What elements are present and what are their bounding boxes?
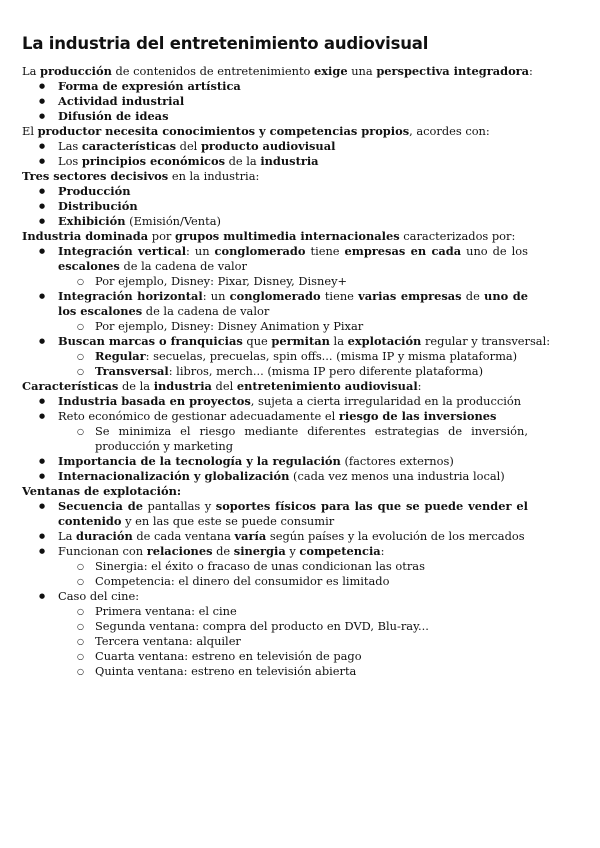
bullet-item	[22, 664, 528, 679]
bold-text: Industria dominada	[22, 229, 149, 243]
bold-text: Integración vertical	[58, 244, 187, 258]
bold-text: Integración horizontal	[58, 289, 203, 303]
bold-text: exige	[314, 64, 348, 78]
text-segment: Las	[58, 139, 82, 153]
bullet-item	[22, 274, 528, 289]
bullet-item	[22, 154, 528, 169]
bold-text: Buscan marcas o franquicias	[58, 334, 243, 348]
bullet-item	[22, 454, 528, 469]
paragraph-line	[22, 379, 528, 394]
bullet-item	[22, 589, 528, 604]
bullet-item	[22, 409, 528, 424]
paragraph-line	[22, 169, 528, 184]
document-body	[22, 64, 551, 679]
text-segment: de cada ventana	[132, 529, 235, 543]
bold-text: Importancia de la tecnología y la regulación	[58, 454, 341, 468]
text-segment: regular y transversal:	[421, 334, 551, 348]
bullet-item	[22, 199, 528, 214]
bold-text: Características	[22, 379, 119, 393]
bullet-item	[22, 349, 528, 364]
bullet-item	[22, 649, 528, 664]
text-segment: Sinergia: el éxito o fracaso de unas condicionan las otras	[95, 559, 425, 573]
text-segment: : un	[202, 289, 230, 303]
bullet-item	[22, 94, 528, 109]
bullet-item	[22, 529, 528, 544]
paragraph-line	[22, 124, 528, 139]
bullet-item	[22, 604, 528, 619]
bold-text: soportes físicos para las que se puede vender el contenido	[58, 499, 528, 528]
bold-text: principios económicos	[81, 154, 225, 168]
bold-text: Transversal	[95, 364, 169, 378]
text-segment: :	[529, 64, 533, 78]
text-segment: pantallas y	[142, 499, 216, 513]
text-segment: (factores externos)	[340, 454, 454, 468]
text-segment: Caso del cine:	[58, 589, 140, 603]
bold-text: competencia	[299, 544, 381, 558]
text-segment: uno de los	[461, 244, 529, 258]
bold-text: industria	[153, 379, 212, 393]
bold-text: Secuencia de	[58, 499, 143, 513]
bold-text: Actividad industrial	[58, 94, 185, 108]
bullet-item	[22, 184, 528, 199]
bold-text: Industria basada en proyectos	[58, 394, 251, 408]
bullet-item	[22, 574, 528, 589]
bold-text: Producción	[58, 184, 131, 198]
bold-text: industria	[260, 154, 319, 168]
text-segment: de	[212, 544, 234, 558]
text-segment: de la	[224, 154, 261, 168]
bullet-item	[22, 619, 528, 634]
text-segment: Cuarta ventana: estreno en televisión de pago	[95, 649, 362, 663]
bold-text: relaciones	[146, 544, 213, 558]
text-segment: Competencia: el dinero del consumidor es limitado	[95, 574, 390, 588]
bullet-item	[22, 289, 528, 319]
bullet-item	[22, 319, 528, 334]
text-segment: Por ejemplo, Disney: Pixar, Disney, Disney+	[95, 274, 348, 288]
bold-text: sinergia	[233, 544, 286, 558]
bold-text: Tres sectores decisivos	[22, 169, 169, 183]
bullet-item	[22, 424, 528, 454]
bold-text: grupos multimedia internacionales	[175, 229, 400, 243]
bold-text: producto audiovisual	[200, 139, 336, 153]
text-segment: El	[22, 124, 38, 138]
paragraph-line	[22, 64, 533, 79]
text-segment: una	[347, 64, 377, 78]
text-segment: según países y la evolución de los mercados	[266, 529, 525, 543]
bold-text: productor necesita conocimientos y competencias propios	[37, 124, 410, 138]
bullet-item	[22, 79, 528, 94]
bullet-item	[22, 214, 528, 229]
text-segment: Funcionan con	[58, 544, 147, 558]
bullet-item	[22, 394, 528, 409]
paragraph-line	[22, 484, 528, 499]
text-segment: :	[417, 379, 422, 393]
text-segment: Se minimiza el riesgo mediante diferentes estrategias de inversión, producción y marketing	[95, 424, 528, 453]
bullet-item	[22, 559, 528, 574]
bold-text: escalones	[58, 259, 120, 273]
text-segment: en la industria:	[168, 169, 260, 183]
bold-text: Distribución	[58, 199, 138, 213]
bullet-item	[22, 544, 528, 559]
text-segment: que	[242, 334, 272, 348]
text-segment: : libros, merch... (misma IP pero diferente plataforma)	[168, 364, 484, 378]
text-segment: Tercera ventana: alquiler	[95, 634, 241, 648]
text-segment: :	[380, 544, 385, 558]
text-segment: , sujeta a cierta irregularidad en la producción	[250, 394, 522, 408]
text-segment: tiene	[320, 289, 359, 303]
bold-text: duración	[75, 529, 133, 543]
text-segment: tiene	[305, 244, 345, 258]
paragraph-line	[22, 229, 528, 244]
text-segment: : secuelas, precuelas, spin offs... (misma IP y misma plataforma)	[145, 349, 518, 363]
bullet-item	[22, 139, 528, 154]
bold-text: empresas en cada	[344, 244, 462, 258]
text-segment: de	[461, 289, 485, 303]
bold-text: conglomerado	[214, 244, 306, 258]
text-segment: La	[22, 64, 40, 78]
bullet-item	[22, 364, 528, 379]
bullet-item	[22, 499, 528, 529]
text-segment: (cada vez menos una industria local)	[289, 469, 505, 483]
bullet-item	[22, 634, 528, 649]
text-segment: Segunda ventana: compra del producto en DVD, Blu-ray...	[95, 619, 429, 633]
bold-text: producción	[39, 64, 112, 78]
text-segment: del	[211, 379, 237, 393]
text-segment: de la	[118, 379, 154, 393]
bold-text: perspectiva integradora	[376, 64, 530, 78]
text-segment: Los	[58, 154, 82, 168]
text-segment: La	[58, 529, 76, 543]
bullet-item	[22, 109, 528, 124]
text-segment: de contenidos de entretenimiento	[111, 64, 315, 78]
bold-text: varía	[234, 529, 267, 543]
bullet-item	[22, 244, 528, 274]
bold-text: Forma de expresión artística	[58, 79, 241, 93]
text-segment: y	[285, 544, 300, 558]
text-segment: (Emisión/Venta)	[125, 214, 221, 228]
text-segment: : un	[186, 244, 215, 258]
text-segment: Por ejemplo, Disney: Disney Animation y Pixar	[95, 319, 364, 333]
bold-text: Regular	[95, 349, 146, 363]
bold-text: Internacionalización y globalización	[58, 469, 290, 483]
text-segment: de la cadena de valor	[142, 304, 270, 318]
text-segment: Quinta ventana: estreno en televisión abierta	[95, 664, 357, 678]
bold-text: conglomerado	[229, 289, 321, 303]
text-segment: por	[148, 229, 175, 243]
bold-text: permitan	[271, 334, 330, 348]
text-segment: y en las que este se puede consumir	[121, 514, 335, 528]
text-segment: del	[176, 139, 201, 153]
document-page	[22, 34, 551, 679]
bullet-item	[22, 469, 528, 484]
bold-text: riesgo de las inversiones	[338, 409, 497, 423]
text-segment: , acordes con:	[409, 124, 490, 138]
bold-text: características	[81, 139, 177, 153]
text-segment: Reto económico de gestionar adecuadamente el	[58, 409, 339, 423]
bold-text: Ventanas de explotación:	[22, 484, 182, 498]
bold-text: explotación	[347, 334, 422, 348]
page-title: La industria del entretenimiento audiovisual	[22, 34, 429, 53]
text-segment: de la cadena de valor	[119, 259, 247, 273]
bold-text: Difusión de ideas	[58, 109, 169, 123]
bold-text: Exhibición	[58, 214, 126, 228]
bold-text: entretenimiento audiovisual	[236, 379, 418, 393]
bullet-item	[22, 334, 551, 349]
text-segment: Primera ventana: el cine	[95, 604, 237, 618]
text-segment: la	[329, 334, 348, 348]
text-segment: caracterizados por:	[399, 229, 516, 243]
bold-text: varias empresas	[358, 289, 462, 303]
bold-text: uno de los escalones	[58, 289, 528, 318]
